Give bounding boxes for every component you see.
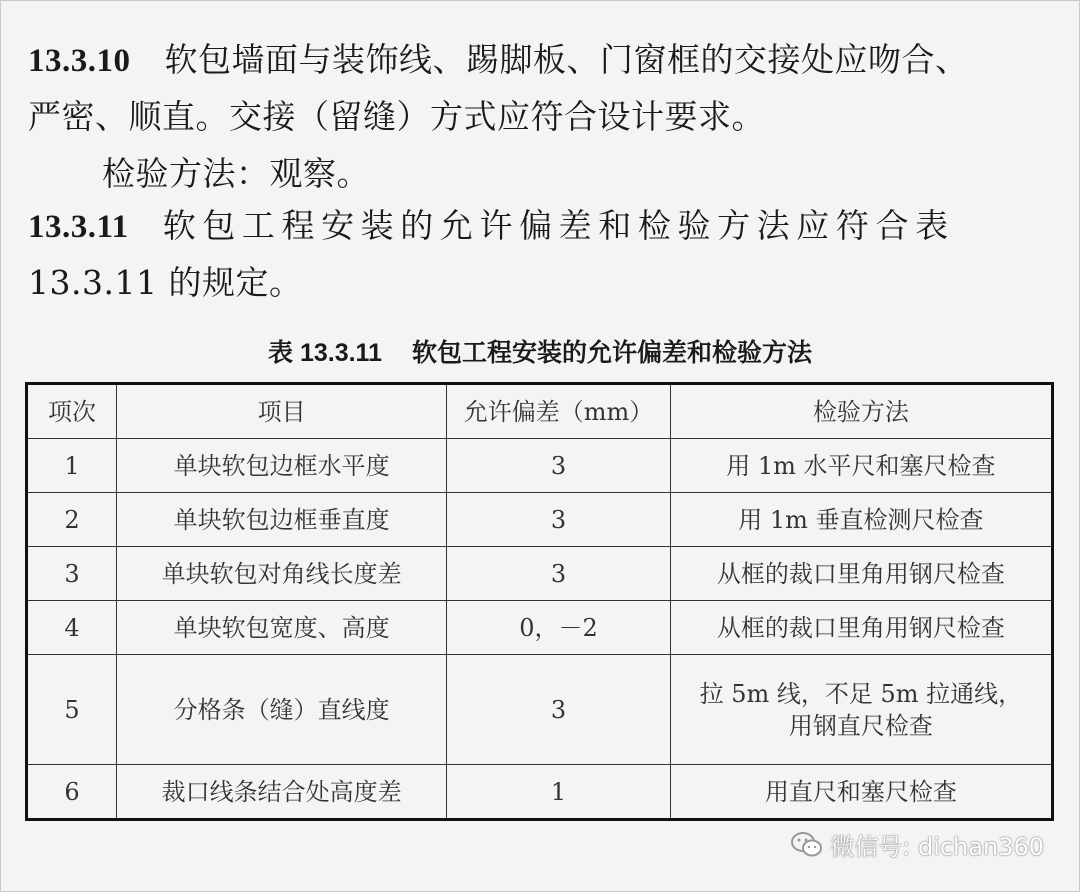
cell-item: 单块软包宽度、高度	[116, 601, 446, 655]
cell-method-line-2: 用钢直尺检查	[788, 711, 933, 740]
cell-method: 从框的裁口里角用钢尺检查	[670, 547, 1052, 601]
clause-13-3-10	[28, 32, 1056, 145]
table-row	[27, 547, 1053, 601]
cell-method: 用 1m 垂直检测尺检查	[670, 493, 1052, 547]
clause-number: 13.3.11	[28, 209, 129, 245]
table-header-row	[27, 384, 1053, 439]
header-item-no: 项次	[27, 384, 117, 439]
cell-item: 单块软包边框水平度	[116, 439, 446, 493]
table-row	[27, 765, 1053, 820]
cell-tolerance: 3	[447, 655, 670, 765]
table-row	[27, 655, 1053, 765]
clause-text-line-2: 13.3.11 的规定。	[28, 263, 303, 302]
cell-no: 1	[27, 439, 117, 493]
cell-tolerance: 3	[447, 439, 670, 493]
watermark-text: 微信号: dichan360	[830, 833, 1044, 861]
cell-tolerance: 0，－2	[447, 601, 670, 655]
clause-number: 13.3.10	[28, 43, 131, 79]
header-method: 检验方法	[670, 384, 1052, 439]
table-row	[27, 601, 1053, 655]
clause-text-line-1: 软包工程安装的允许偏差和检验方法应符合表	[162, 206, 955, 245]
table-row	[27, 493, 1053, 547]
cell-tolerance: 3	[447, 493, 670, 547]
cell-no: 5	[27, 655, 117, 765]
clause-13-3-11	[28, 198, 1056, 311]
cell-no: 3	[27, 547, 117, 601]
cell-tolerance: 1	[447, 765, 670, 820]
table-caption	[0, 333, 1080, 369]
cell-method-line-1: 拉 5m 线，不足 5m 拉通线，	[699, 679, 1023, 708]
cell-item: 裁口线条结合处高度差	[116, 765, 446, 820]
clause-text-line-2: 严密、顺直。交接（留缝）方式应符合设计要求。	[28, 97, 765, 136]
cell-no: 4	[27, 601, 117, 655]
cell-tolerance: 3	[447, 547, 670, 601]
cell-no: 6	[27, 765, 117, 820]
tolerance-table	[25, 382, 1054, 821]
cell-method	[670, 655, 1052, 765]
cell-method: 用直尺和塞尺检查	[670, 765, 1052, 820]
table-row	[27, 439, 1053, 493]
cell-no: 2	[27, 493, 117, 547]
inspection-method	[28, 146, 1056, 202]
header-tolerance: 允许偏差（mm）	[447, 384, 670, 439]
cell-method: 从框的裁口里角用钢尺检查	[670, 601, 1052, 655]
inspection-method-text: 检验方法：观察。	[102, 154, 370, 193]
table-caption-number: 表 13.3.11	[268, 339, 382, 367]
table-caption-title: 软包工程安装的允许偏差和检验方法	[411, 338, 812, 367]
cell-item: 单块软包对角线长度差	[116, 547, 446, 601]
cell-item: 分格条（缝）直线度	[116, 655, 446, 765]
header-item: 项目	[116, 384, 446, 439]
cell-method: 用 1m 水平尺和塞尺检查	[670, 439, 1052, 493]
clause-text-line-1: 软包墙面与装饰线、踢脚板、门窗框的交接处应吻合、	[164, 40, 969, 79]
cell-item: 单块软包边框垂直度	[116, 493, 446, 547]
watermark	[790, 827, 1044, 862]
wechat-icon	[790, 831, 824, 859]
